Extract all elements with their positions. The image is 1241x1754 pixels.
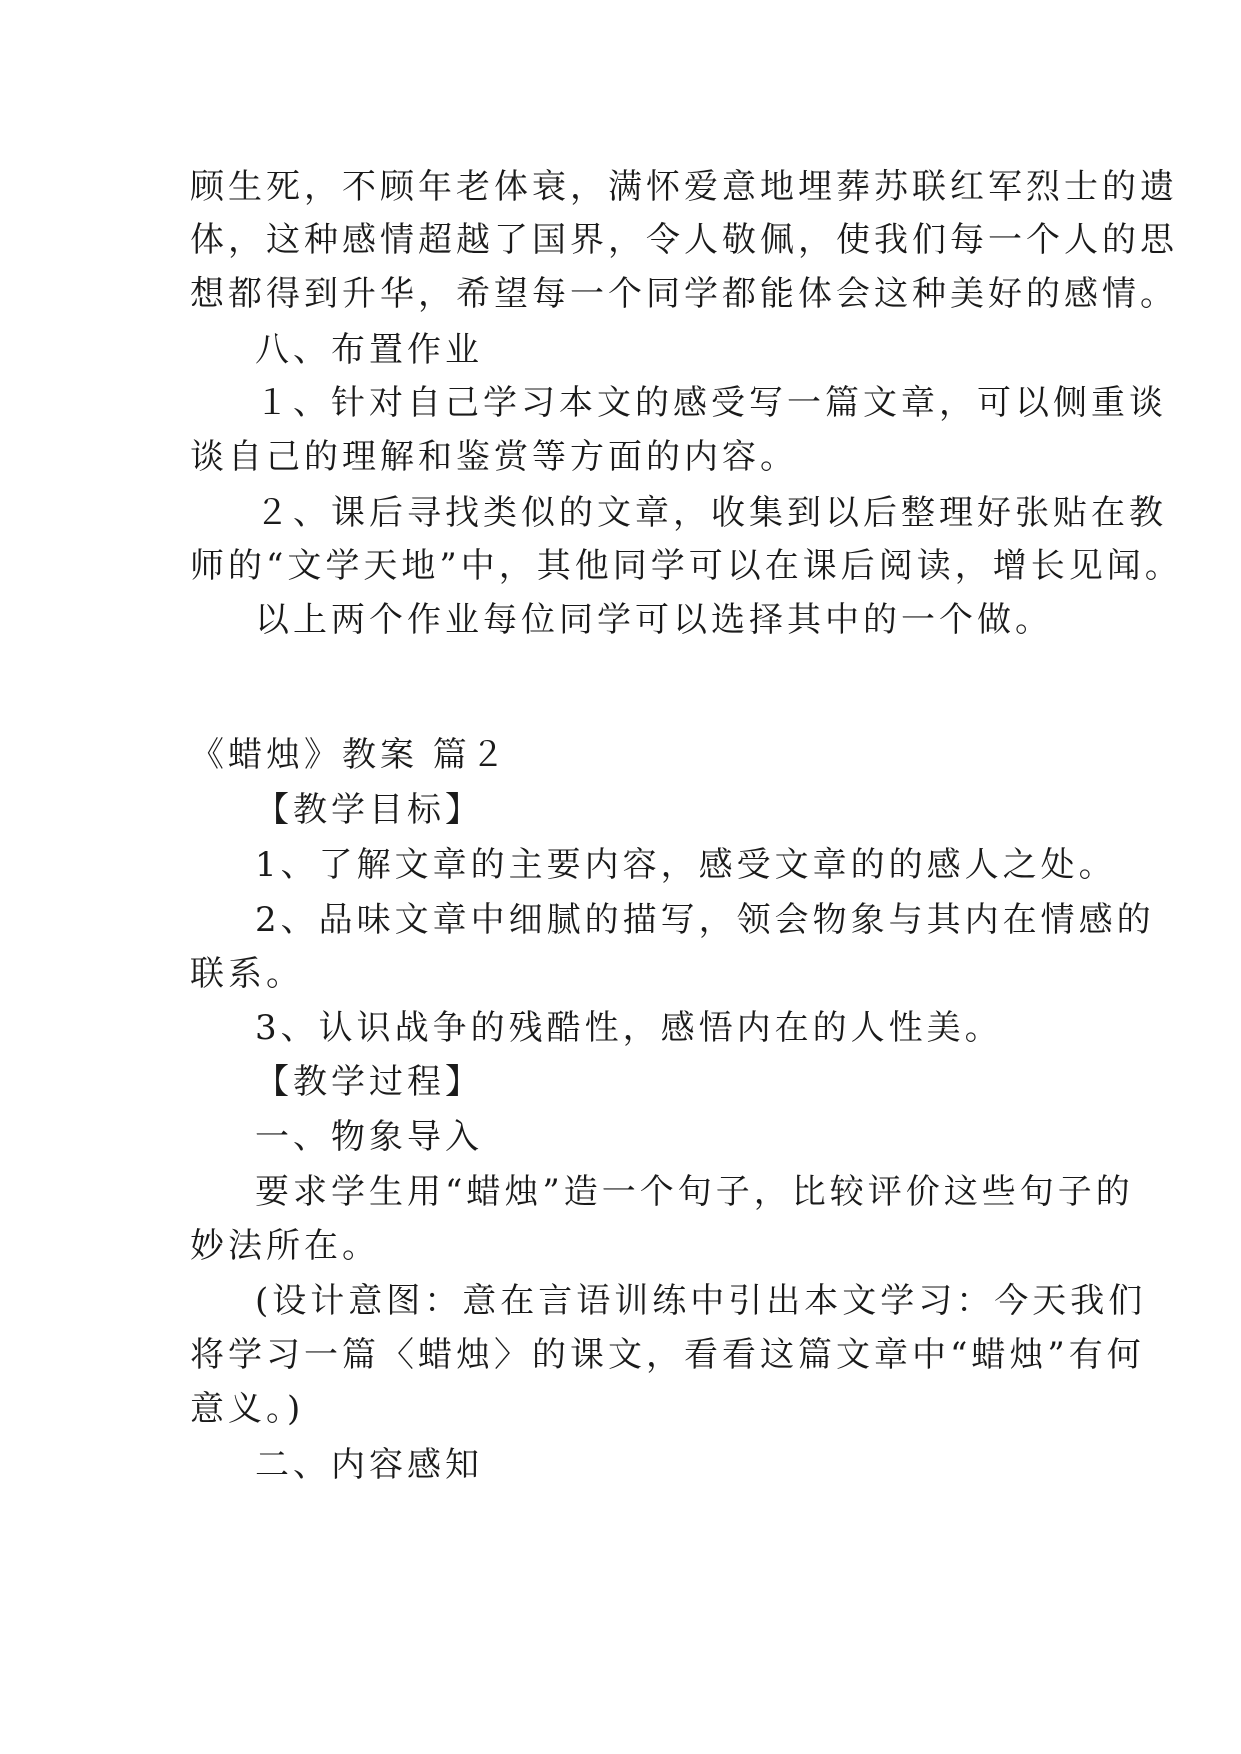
section-heading: 八、布置作业	[255, 330, 483, 370]
body-line: 要求学生用“蜡烛”造一个句子，比较评价这些句子的	[255, 1172, 1134, 1212]
section-heading: 二、内容感知	[255, 1445, 483, 1485]
body-line: 妙法所在。	[190, 1226, 380, 1266]
body-line: 1、了解文章的主要内容，感受文章的的感人之处。	[255, 845, 1117, 885]
section-heading: 【教学目标】	[255, 790, 483, 830]
body-line: １、针对自己学习本文的感受写一篇文章，可以侧重谈	[255, 383, 1167, 423]
body-line: 谈自己的理解和鉴赏等方面的内容。	[190, 437, 798, 477]
body-line: ２、课后寻找类似的文章，收集到以后整理好张贴在教	[255, 493, 1167, 533]
body-line: 2、品味文章中细腻的描写，领会物象与其内在情感的	[255, 900, 1155, 940]
body-line: 联系。	[190, 954, 304, 994]
body-line: 想都得到升华，希望每一个同学都能体会这种美好的感情。	[190, 274, 1178, 314]
body-line: 意义。)	[190, 1389, 305, 1429]
body-line: 师的“文学天地”中，其他同学可以在课后阅读，增长见闻。	[190, 546, 1183, 586]
section-heading: 一、物象导入	[255, 1117, 483, 1157]
body-line: 3、认识战争的残酷性，感悟内在的人性美。	[255, 1008, 1003, 1048]
body-line: 体，这种感情超越了国界，令人敬佩，使我们每一个人的思	[190, 220, 1178, 260]
body-line: 将学习一篇〈蜡烛〉的课文，看看这篇文章中“蜡烛”有何	[190, 1335, 1145, 1375]
body-line: 顾生死，不顾年老体衰，满怀爱意地埋葬苏联红军烈士的遗	[190, 167, 1178, 207]
section-heading: 【教学过程】	[255, 1062, 483, 1102]
body-line: 以上两个作业每位同学可以选择其中的一个做。	[255, 600, 1053, 640]
body-line: (设计意图：意在言语训练中引出本文学习：今天我们	[255, 1281, 1147, 1321]
document-title: 《蜡烛》教案 篇２	[190, 735, 509, 775]
